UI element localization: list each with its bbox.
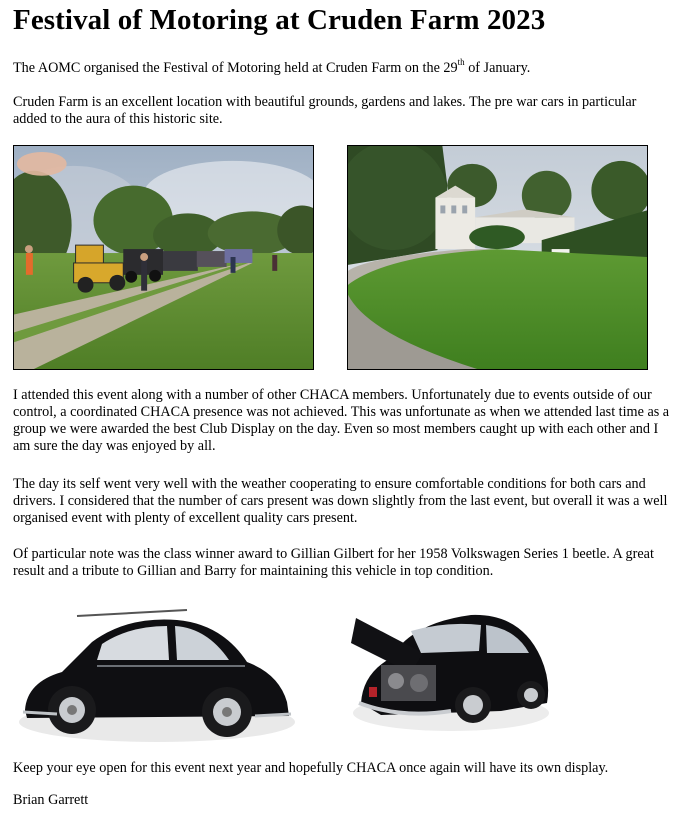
- photo-beetle-side: [17, 602, 297, 744]
- winner-paragraph: Of particular note was the class winner award to Gillian Gilbert for her 1958 Volkswagen Series 1 beetle. A great result and a tribute to Gillian and Barry for maintaining this vehicle in top condition.: [13, 546, 654, 579]
- attended-paragraph: I attended this event along with a number of other CHACA members. Unfortunately due to events outside of our control, a coordinated CHACA presence was not achieved. This was unfortunate as when we attended last time as a group we were awarded the best Club Display on the day. Even so most members caught up with each other and I am sure the day was enjoyed by all.: [13, 387, 670, 454]
- location-paragraph: Cruden Farm is an excellent location with beautiful grounds, gardens and lakes. The pre war cars in particular added to the aura of this historic site.: [13, 94, 637, 127]
- day-paragraph: The day its self went very well with the weather cooperating to ensure comfortable conditions for both cars and drivers. I considered that the number of cars present was down slightly from the last event, but overall it was a well organised event with plenty of excellent quality cars present.: [13, 476, 668, 526]
- signature: Brian Garrett: [13, 792, 89, 808]
- page-title: Festival of Motoring at Cruden Farm 2023: [13, 4, 546, 36]
- photo-cars-on-lawn: [13, 145, 314, 370]
- photo-beetle-rear: [351, 603, 553, 733]
- closing-paragraph: Keep your eye open for this event next year and hopefully CHACA once again will have its own display.: [13, 760, 609, 776]
- photo-homestead-lawn: [347, 145, 648, 370]
- intro-paragraph: [13, 57, 673, 77]
- ordinal-suffix: th: [457, 57, 465, 68]
- intro-text-end: of January.: [464, 60, 531, 76]
- intro-text: The AOMC organised the Festival of Motoring held at Cruden Farm on the 29: [13, 60, 458, 76]
